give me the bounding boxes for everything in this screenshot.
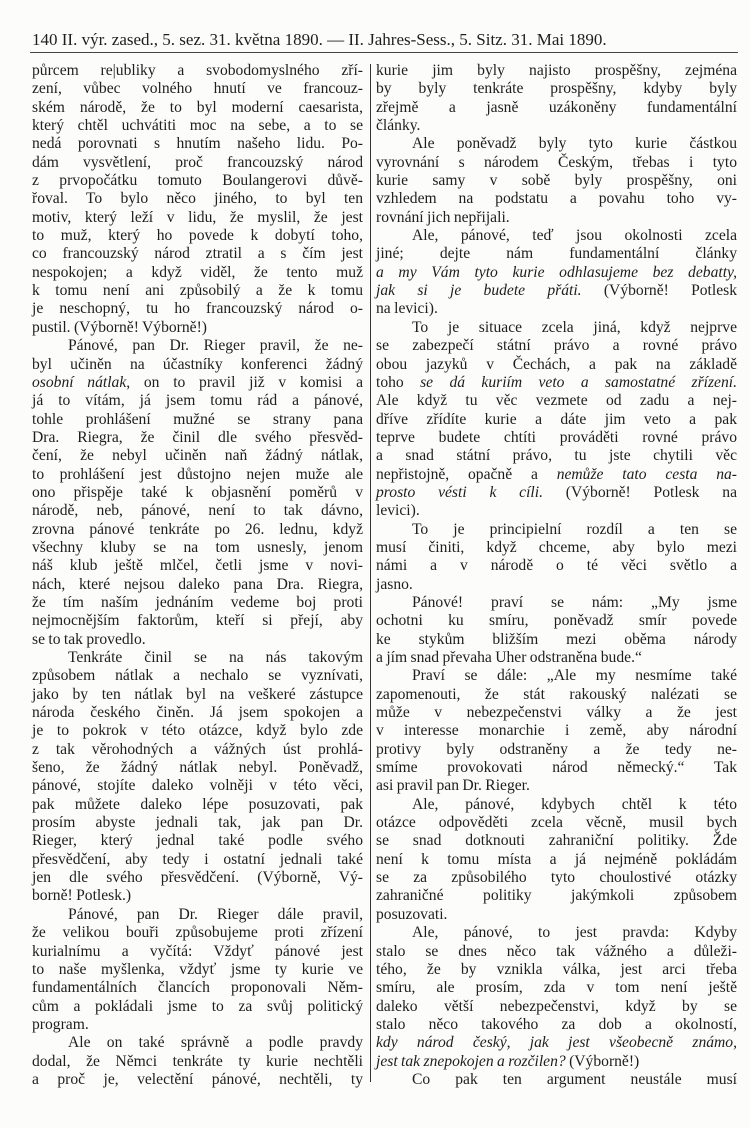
text: může v nebezpečenstvi války a že jest (376, 704, 737, 722)
text-line (376, 887, 737, 905)
text: stalo se dnes něco tak vážného a důleži- (376, 942, 737, 960)
text-line (376, 80, 737, 98)
text: se snad dotknouti zahraniční politiky. Žde (376, 832, 737, 850)
text: je neschopný, tu ho francouzský národ o- (32, 300, 363, 318)
text: borně! Potlesk.) (32, 887, 132, 905)
text-line (32, 887, 363, 905)
text-line (32, 1071, 363, 1089)
text: přesvědčení, aby tedy i ostatní jednali také (32, 850, 363, 868)
text: otázce odpověděti zcela věcně, musil bych (376, 814, 737, 832)
text: rovnání jich nepřijali. (376, 208, 510, 226)
text-line (32, 190, 363, 208)
text: pustil. (Výborně! Výborně!) (32, 318, 207, 336)
text-line (376, 667, 737, 685)
text: kurie samy v sobě byly prospěšny, oni (376, 172, 737, 190)
text-line (376, 759, 737, 777)
text-line (32, 245, 363, 263)
italic-text: jak si je budete přáti. (376, 282, 582, 300)
right-column (376, 62, 737, 1089)
text-line (376, 686, 737, 704)
italic-text: osobní nátlak (32, 373, 127, 391)
text: protivy byly odstraněny a že tedy ne- (376, 740, 737, 758)
text: že velikou bouři způsobujeme proti zřízení (32, 924, 363, 942)
text-line (32, 62, 363, 80)
text: ochotni ku smíru, poněvadž smír povede (376, 612, 737, 630)
text: nedá porovnati s hnutím našeho lidu. Po- (32, 135, 363, 153)
text: Ale když tu věc vezmete od zadu a nej- (376, 392, 737, 410)
text-line (376, 172, 737, 190)
text-line (32, 557, 363, 575)
text: ke stykům bližším mezi oběma národy (376, 630, 737, 648)
text: v interesse monarchie i země, aby národní (376, 722, 737, 740)
text: vyrovnání s národem Českým, třebas i tyto (376, 153, 737, 171)
text: nejmocnějším faktorům, kteří si přejí, aby (32, 612, 363, 630)
text-line (32, 227, 363, 245)
text: zahraničné politiky jakýmkoli způsobem (376, 887, 737, 905)
text: způsobem nátlak a nechalo se vyznívati, (32, 667, 363, 685)
header-rule (30, 52, 738, 53)
text-line (32, 411, 363, 429)
italic-text: jest tak znepokojen a rozčilen? (376, 1052, 566, 1070)
text: stalo něco takového za dob a okolností, (376, 1015, 737, 1033)
text: všechny kluby se na tom usnesly, jenom (32, 538, 363, 556)
text: Pánové! praví se nám: „My jsme (412, 593, 737, 611)
text: půrcem re|ubliky a svobodomyslného zří- (32, 62, 363, 79)
text-line (32, 264, 363, 282)
text-line (32, 154, 363, 172)
text-line (376, 832, 737, 850)
text-line (376, 356, 737, 374)
text: To je situace zcela jiná, když nejprve (412, 318, 737, 336)
text-line (376, 612, 737, 630)
text: národě, neb, pánové, není to tak dávno, (32, 502, 363, 520)
paragraph (376, 62, 737, 135)
text-line (376, 392, 737, 410)
text: dám vysvětlení, proč francouzský národ (32, 153, 363, 171)
text: z prvopočátku tomuto Boulangerovi důvě- (32, 172, 363, 190)
text: daleko větší nebezpečenstvi, když by se (376, 997, 737, 1015)
text: a proč je, velectění pánové, nechtěli, ty (32, 1070, 363, 1088)
text-line (32, 906, 363, 924)
text: že tím naším jednáním vedeme boj proti (32, 593, 363, 611)
text: tého, že by vznikla válka, jest arci třeba (376, 960, 737, 978)
text-line (376, 1034, 737, 1052)
text: Pánové, pan Dr. Rieger dále pravil, (68, 905, 363, 923)
text-line (32, 943, 363, 961)
text: zapomenouti, že stát rakouský nalézati se (376, 685, 737, 703)
text: který chtěl uchvátiti moc na sebe, a to se (32, 117, 363, 135)
text-line (376, 209, 737, 227)
text: řoval. To bylo něco jiného, to byl ten (32, 190, 363, 208)
paragraph (376, 924, 737, 1071)
text-line (376, 631, 737, 649)
text-line (376, 722, 737, 740)
text-line (32, 851, 363, 869)
text-line (32, 466, 363, 484)
text: nách, které nejsou daleko pana Dra. Riegra, (32, 575, 363, 593)
text: jasno. (376, 575, 413, 593)
text: šeno, že žádný nátlak nebyl. Poněvadž, (32, 759, 363, 777)
text: ském národě, že to byl moderní caesarista, (32, 98, 363, 116)
text-line (376, 227, 737, 245)
text: je to pokrok v této otázce, když bylo zde (32, 722, 363, 740)
text-line (376, 466, 737, 484)
text-line (32, 961, 363, 979)
text-line (32, 777, 363, 795)
text-line (32, 741, 363, 759)
text: , on to pravil již v komisi a (126, 373, 363, 391)
text: čení, že nebyl učiněn naň žádný nátlak, (32, 447, 363, 465)
running-header-text: 140 II. výr. zased., 5. sez. 31. května 1890. — II. Jahres-Sess., 5. Sitz. 31. Mai 1890. (32, 30, 607, 49)
text-line (32, 539, 363, 557)
text: tohle prohlášení mužné se strany pana (32, 410, 363, 428)
text-line (376, 576, 737, 594)
text-line (376, 319, 737, 337)
text-line (32, 135, 363, 153)
italic-text: kdy národ český, jak jest všeobecně známo, (376, 1034, 737, 1052)
text-line (32, 484, 363, 502)
text: program. (32, 1015, 89, 1033)
text: a snad státní právo, tu jste chytili věc (376, 447, 737, 465)
text: není k tomu místa a já nejméně pokládám (376, 850, 737, 868)
text: na levici). (376, 300, 438, 318)
text: by byly tenkráte prospěšny, kdyby byly (376, 80, 737, 98)
text-line (376, 190, 737, 208)
text: námi a v národě o té věci světlo a (376, 557, 737, 575)
text-line (376, 135, 737, 153)
text: Ale on také správně a podle pravdy (68, 1034, 363, 1052)
text-line (32, 300, 363, 318)
text: Ale poněvadž byly tyto kurie částkou (412, 135, 737, 153)
text-line (32, 319, 363, 337)
text: já to vítám, já jsem tomu rád a pánové, (32, 392, 363, 410)
text-line (32, 869, 363, 887)
text: fundamentálních člancích proponovali Něm- (32, 979, 363, 997)
paragraph (376, 594, 737, 667)
text-line (376, 869, 737, 887)
text-line (32, 1053, 363, 1071)
text-line (376, 704, 737, 722)
paragraph (32, 62, 363, 337)
text: jako by ten nátlak byl na veškeré zástupce (32, 685, 363, 703)
text-line (32, 998, 363, 1016)
italic-text: a my Vám tyto kurie odhlasujeme bez debatty, (376, 263, 737, 281)
text-line (376, 154, 737, 172)
text-line (32, 594, 363, 612)
text-line (32, 759, 363, 777)
paragraph (376, 796, 737, 924)
text-line (376, 502, 737, 520)
text: smíme provokovati národ německý.“ Tak (376, 759, 737, 777)
paragraph (32, 649, 363, 906)
text-line (32, 814, 363, 832)
text-line (376, 337, 737, 355)
text: jen dle svého přesvědčení. (Výborně, Vý- (32, 869, 363, 887)
text-line (376, 796, 737, 814)
text-line (32, 796, 363, 814)
text: se za způsobilého tyto choulostivé otázky (376, 869, 737, 887)
text-line (32, 924, 363, 942)
text: národa českého činěn. Já jsem spokojen a (32, 704, 363, 722)
text: nepřistojně, opačně a (376, 465, 557, 483)
text-line (376, 777, 737, 795)
text-line (376, 411, 737, 429)
text: prosím abyste jednali tak, jak pan Dr. (32, 814, 363, 832)
text: levici). (376, 502, 420, 520)
text: kurie jim byly najisto prospěšny, zejména (376, 62, 737, 79)
text: to prohlášení jest důstojno nejen muže ale (32, 465, 363, 483)
text-line (32, 99, 363, 117)
text: dodal, že Němci tenkráte ty kurie nechtěli (32, 1052, 363, 1070)
text-line (32, 447, 363, 465)
text-line (32, 80, 363, 98)
text-line (32, 979, 363, 997)
text: (Výborně! Potlesk (581, 282, 738, 300)
text-line (32, 429, 363, 447)
text-line (32, 667, 363, 685)
text-line (376, 539, 737, 557)
text: kurialnímu a vyčítá: Vždyť pánové jest (32, 942, 363, 960)
text: dříve zřídíte kurie a dáte jim veto a pak (376, 410, 737, 428)
text-line (32, 337, 363, 355)
text-line (32, 502, 363, 520)
text-line (376, 374, 737, 392)
text-line (32, 356, 363, 374)
paragraph (376, 521, 737, 594)
text-line (32, 631, 363, 649)
text-line (376, 961, 737, 979)
text: se zabezpečí státní právo a rovné právo (376, 337, 737, 355)
text-line (32, 374, 363, 392)
text-line (376, 649, 737, 667)
text: náš klub ještě mlčel, četli jsme v novi- (32, 557, 363, 575)
text: teprve budete chtíti prováděti rovné právo (376, 428, 737, 446)
paragraph (376, 1071, 737, 1089)
text: Ale, pánové, to jest pravda: Kdyby (412, 924, 737, 942)
text: vzhledem na podstatu a povahu toho vy- (376, 190, 737, 208)
text: (Výborně! Potlesk na (543, 483, 737, 501)
text-line (376, 741, 737, 759)
column-divider (370, 64, 371, 1082)
text: zřejmě a jasně uzákoněny fundamentální (376, 98, 737, 116)
running-header (32, 30, 736, 50)
text: k tomu není ani způsobilý a že k tomu (32, 282, 363, 300)
italic-text: prosto vésti k cíli. (376, 483, 543, 501)
text: se to tak provedlo. (32, 630, 146, 648)
paragraph (32, 337, 363, 649)
italic-text: nemůže tato cesta na- (556, 465, 737, 483)
text-line (32, 612, 363, 630)
text-line (376, 282, 737, 300)
text-line (376, 851, 737, 869)
text: to naše myšlenka, vždyť jsme ty kurie ve (32, 960, 363, 978)
text: motiv, který leží v lidu, že myslil, že jest (32, 208, 363, 226)
text: toho (376, 373, 421, 391)
text-line (32, 832, 363, 850)
text-line (376, 62, 737, 80)
text: jiné; dejte nám fundamentální články (376, 245, 737, 263)
text-line (376, 594, 737, 612)
text: zrovna pánové tenkráte po 26. lednu, když (32, 520, 363, 538)
text-line (32, 282, 363, 300)
text-line (376, 906, 737, 924)
text: pánové, stojíte daleko volněji v této věci, (32, 777, 363, 795)
text: Pánové, pan Dr. Rieger pravil, že ne- (68, 337, 363, 355)
text-line (376, 99, 737, 117)
paragraph (376, 319, 737, 521)
text: Praví se dále: „Ale my nesmíme také (412, 667, 737, 685)
paragraph (376, 135, 737, 227)
text-line (376, 484, 737, 502)
paragraph (32, 906, 363, 1034)
text: Dra. Riegra, že činil dle svého přesvěd- (32, 428, 363, 446)
text-line (376, 1071, 737, 1089)
text-line (32, 1034, 363, 1052)
text-line (376, 943, 737, 961)
text: Co pak ten argument neustále musí (412, 1070, 737, 1088)
text-line (32, 392, 363, 410)
text-line (376, 521, 737, 539)
text: Ale, pánové, teď jsou okolnosti zcela (412, 227, 737, 245)
text: byl učiněn na účastníky konferenci žádný (32, 355, 363, 373)
text-line (376, 264, 737, 282)
text-line (32, 117, 363, 135)
text: obou jazyků v Čechách, a pak na základě (376, 355, 737, 373)
text-line (376, 1053, 737, 1071)
text: Ale, pánové, kdybych chtěl k této (412, 795, 737, 813)
text-line (32, 1016, 363, 1034)
text-line (376, 245, 737, 263)
text-line (32, 649, 363, 667)
text-line (32, 722, 363, 740)
text: (Výborně!) (565, 1052, 640, 1070)
text: zení, vůbec volného hnutí ve francouz- (32, 80, 363, 98)
text-line (376, 447, 737, 465)
text-line (376, 557, 737, 575)
text: Rieger, který jednal také podle svého (32, 832, 363, 850)
text: posuzovati. (376, 905, 448, 923)
text: to muž, který ho povede k dobytí toho, (32, 227, 363, 245)
text: a jím snad převaha Uher odstraněna bude.“ (376, 649, 642, 666)
paragraph (32, 1034, 363, 1089)
paragraph (376, 227, 737, 319)
text-line (376, 814, 737, 832)
text-line (376, 117, 737, 135)
left-column (32, 62, 363, 1089)
text: nespokojen; a když viděl, že tento muž (32, 263, 363, 281)
text: z tak věrohodných a vážných úst prohlá- (32, 740, 363, 758)
paragraph (376, 667, 737, 795)
text-line (32, 704, 363, 722)
text-line (32, 172, 363, 190)
text-line (376, 998, 737, 1016)
text-line (32, 521, 363, 539)
text-line (32, 686, 363, 704)
text: co francouzský národ ztratil a s čím jest (32, 245, 363, 263)
text: ono přispěje také k objasnění poměrů v (32, 483, 363, 501)
text-line (376, 1016, 737, 1034)
text: asi pravil pan Dr. Rieger. (376, 777, 530, 795)
text: smíru, ale prosím, zda v tom není ještě (376, 979, 737, 997)
text: články. (376, 117, 421, 135)
text: To je principielní rozdíl a ten se (412, 520, 737, 538)
text: cům a pokládali jsme to za svůj politický (32, 997, 363, 1015)
text-line (32, 576, 363, 594)
italic-text: se dá kuriím veto a samostatné zřízení. (420, 373, 737, 391)
text-line (376, 924, 737, 942)
text-line (32, 209, 363, 227)
text: musí činiti, když chceme, aby bylo mezi (376, 538, 737, 556)
text: pak můžete daleko lépe posuzovati, pak (32, 795, 363, 813)
text-line (376, 429, 737, 447)
text-line (376, 979, 737, 997)
text: Tenkráte činil se na nás takovým (68, 649, 363, 666)
text-line (376, 300, 737, 318)
